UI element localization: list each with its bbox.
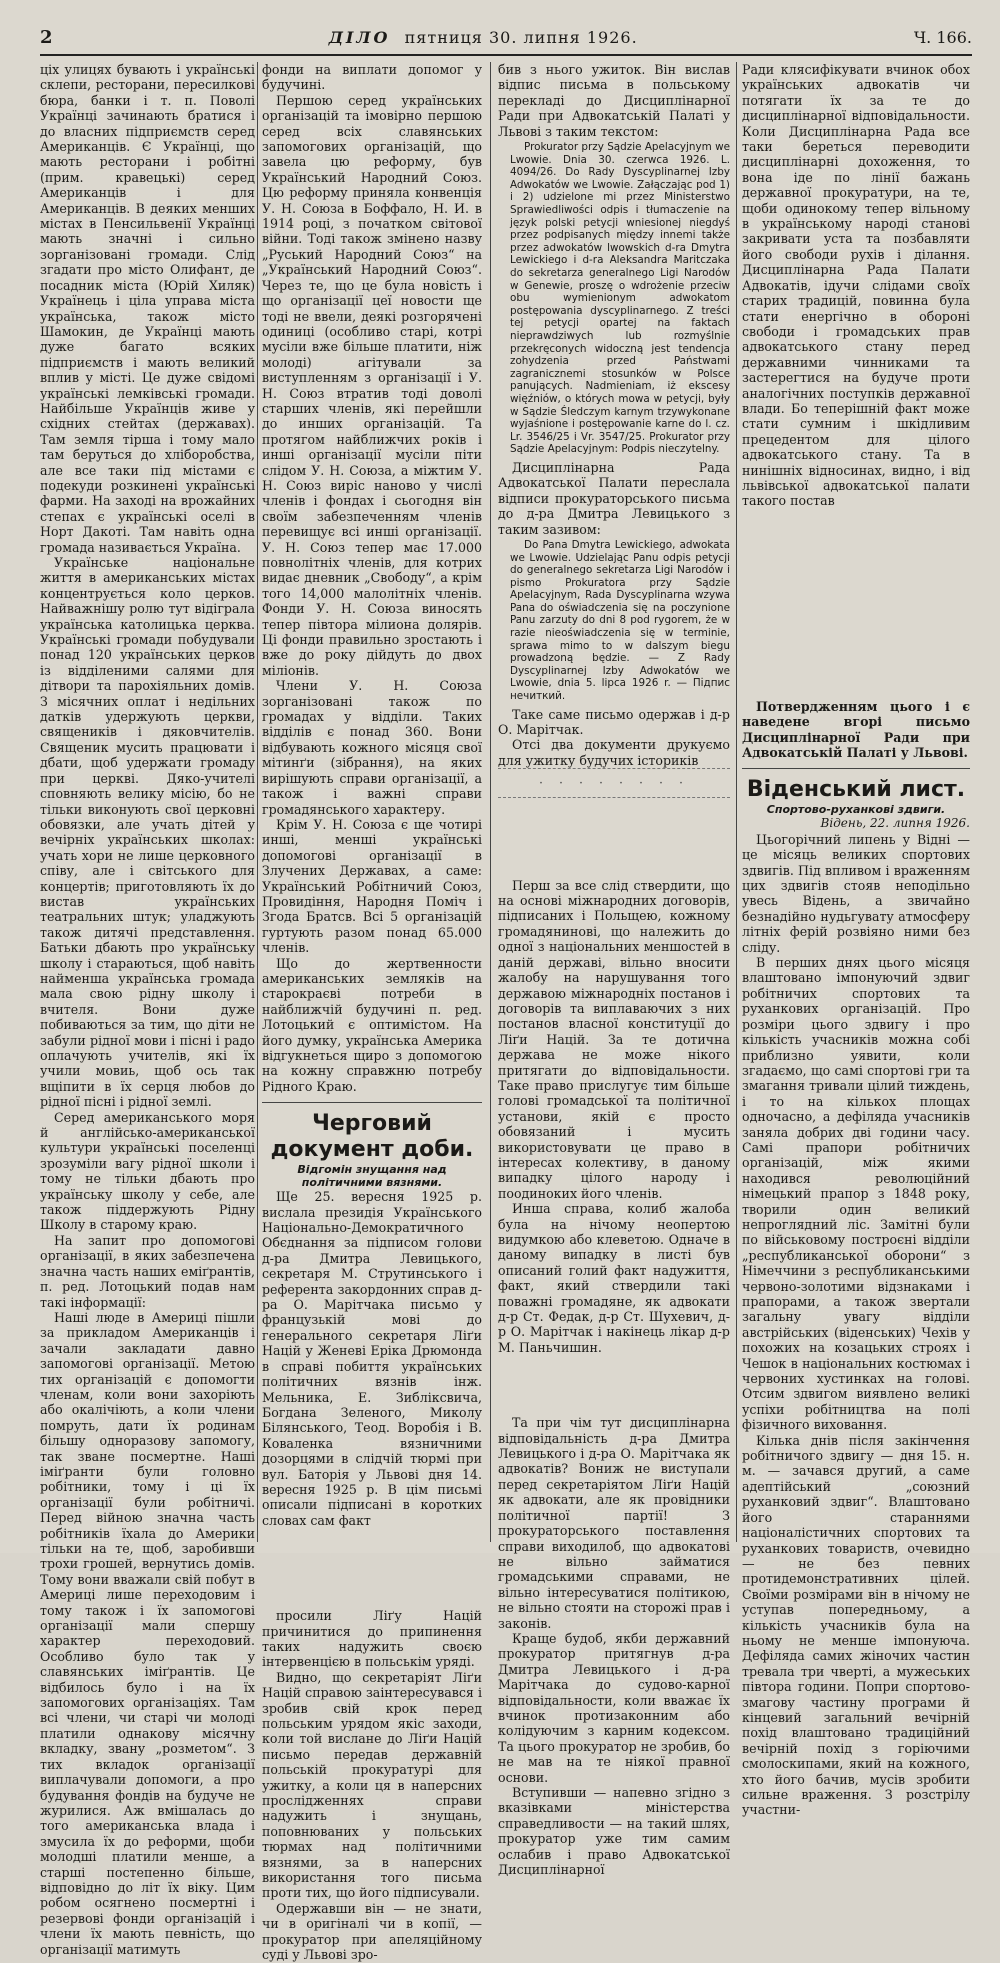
paragraph: Краще будоб, якби державний прокуратор притягнув д-ра Дмитра Левицького і д-ра Марітчака до судово-карної відповідальности, коли вважає їх вчинок протизаконним або колідуючим з карним кодексом. Та цього прокуратор не зробив, бо не мав на те ніякої правної основи. bbox=[498, 1630, 730, 1785]
quoted-document: Do Pana Dmytra Lewickiego, adwokata we Lwowie. Udzielając Panu odpis petycji do generalnego sekretarza Ligi Narodów i pismo Prokuratora przy Sądzie Apelacyjnym, Rada Dyscyplinarna wzywa Pana do oświadczenia się na poczynione Panu zarzuty do dni 8 pod rygorem, że w razie nieoświadczenia się w terminie, sprawa mimo to w dalszym biegu prowadzoną będzie. — Z Rady Dyscyplinarnej Izby Adwokatów we Lwowie, dnia 5. lipca 1926 r. — Підпис нечиткий. bbox=[510, 538, 730, 703]
paragraph: Ради кляcифікувати вчинок обох українських адвокатів чи потягати їх за те до дисциплінарної відповідальности. Коли Дисциплінарна Рада все таки береться переводити дисциплінарні дохоження, то вона іде по лінії бажань державної прокуратури, на те, щоби одинокому тепер вільному в українському народі станові закривати уста та позбавляти його свободи рухів і ділання. Дисциплінарна Рада Палати Адвокатів, ідучи слідами своїх старих традицій, повинна була стати енергічно в обороні свободи і громадських прав адвокатського стану перед державними чинниками та застерегтися на будуче проти аналогічних поступків державної влади. Бо теперішній факт може стати сумним і шкідливим прецедентом для цілого адвокатського стану. Та в нинішніх відносинах, видно, і від львівської адвокатської палати такого постав bbox=[742, 62, 970, 509]
paragraph: Инша справа, колиб жалоба була на нічому неопертою видумкою або клеветою. Одначе в даному випадку в листі був описаний голий факт надужиття, факт, який ствердили такі поважні громадяне, як адвокати д-р Ст. Федак, д-р Ст. Шухевич, д-р О. Марітчак і накінець лікар д-р М. Паньчишин. bbox=[498, 1201, 730, 1355]
column-rule bbox=[736, 62, 737, 1542]
issue-number: Ч. 166. bbox=[913, 27, 972, 47]
divider bbox=[262, 1102, 482, 1103]
paragraph: Таке саме письмо одержав і д-р О. Марітчак. bbox=[498, 706, 730, 738]
dateline: Відень, 22. липня 1926. bbox=[820, 816, 970, 831]
censored-gap bbox=[498, 798, 730, 878]
paragraph: Першою серед українських організацій та імовірно першою серед всіх славянських запомогових організацій, що завела цю реформу, був Український Народний Союз. Цю реформу приняла конвенція У. Н. Союза в Боффало, Н. И. в 1914 році, з початком світової війни. Тоді також змінено назву „Руський Народний Союз“ на „Український Народний Союз“. Через те, що це була новість і що організації цеї новости ще тоді не ввели, деякі розгорячені одиниці (особливо старі, котрі мусіли вже більше платити, ніж молоді) агітували за виступленням з організації і У. Н. Союз втратив тоді доволі старших членів, які перейшли до инших організацій. Та протягом найближчих років і инші організації мусіли піти слідом У. Н. Союза, а міжтим У. Н. Союз виріс наново у числі членів і фондах і сьогодня він своїм забезпеченням членів перевищує всі инші організації. У. Н. Союз тепер має 17.000 повнолітніх членів, для котрих видає дневник „Свободу“, а крім того 14,000 малолітніх членів. Фонди У. Н. Союза виносять тепер півтора мілиона долярів. Ці фонди правильно зростають і вже до року дійдуть до двох міліонів. bbox=[262, 92, 482, 678]
issue-date: пятниця 30. липня 1926. bbox=[404, 27, 638, 47]
column-rule bbox=[490, 62, 491, 1542]
paragraph: Дисциплінарна Рада Адвокатської Палати переслала відписи прокураторського письма до д-ра Дмитра Левицького з таким зазивом: bbox=[498, 459, 730, 537]
paragraph: В перших днях цього місяця влаштовано імпонуючий здвиг робітничих спортових та руханкових організацій. Про розміри цього здвигу і про кількість учасників можна собі приблизно уявити, коли згадаємо, що самі спортові гри та змагання тривали цілий тиждень, і то на кількох площах одночасно, а дефіляда учасників заняла добрих дві години часу. Самі прапори робітничих організацій, між якими находився революційний німецький прапор з 1848 року, творили один великий непроглядний ліс. Замітні були по військовому построєні відділи „республиканської оборони“ з Німеччини з республиканськими червоно-золотими відзнаками і прапорами, а також звертали загальну увагу відділи австрійських (віденських) Чехів у похожих на козацьких строях і Чешок в національних костюмах і червоних хустинках на голові. Отсим здвигом виявлено великі успіхи робітництва на полі фізичного виховання. bbox=[742, 955, 970, 1433]
paragraph: Перш за все слід ствердити, що на основі міжнародних договорів, підписаних і Польщею, кожному громадянинові, що належить до одної з національних меншостей в даній державі, вільно вносити жалобу на нарушування того державою міжнародніх постанов і договорів та виплаваючих з них постанов власної конституції до Ліґи Націй. За те дотична держава не може нікого притягати до відповідальности. Таке право прислугує тим більше голові громадської та політичної установи, якій є просто обовязаний і мусить використовувати це право в інтересах колективу, в даному випадку цілого народу і поодиноких його членів. bbox=[498, 877, 730, 1201]
paragraph: Потвердженням цього і є наведене вгорі письмо Дисциплінарної Ради при Адвокатській Палаті у Львові. bbox=[742, 698, 970, 760]
column-3 bbox=[498, 62, 730, 1878]
paragraph: На запит про допомогові організації, в яких забезпечена значна часть наших еміґрантів, п. ред. Лотоцький подав нам такі інформації: bbox=[40, 1232, 255, 1310]
paragraph: Ще 25. вересня 1925 р. вислала президія Українського Національно-Демократичного Обєднання за підписом голови д-ра Дмитра Левицького, секретаря М. Струтинського і референта закордонних справ д-ра О. Марітчака письмо у французькій мові до генерального секретаря Ліґи Націй у Женеві Еріка Дрюмонда в справі побиття українських політичних вязнів інж. Мельника, Е. Зибліксвича, Богдана Зеленого, Миколу Білянського, Теод. Воробія і В. Коваленка вязничними дозорцями в слідчій тюрмі при вул. Баторія у Львові дня 14. вересня 1925 р. В цім письмі описали підписані в коротких словах сам факт bbox=[262, 1189, 482, 1528]
article-subhead: Відгомін знущання над політичними вязнями. bbox=[297, 1163, 447, 1190]
paragraph: Наші люде в Америці пішли за прикладом Американців і зачали закладати давно запомогові організації. Метою тих організацій є допомогти членам, коли вони захоріють або окалічіють, а коли члени помруть, дати їх родинам більшу одноразову запомогу, так зване посмертне. Наші іміґранти були головно робітники, тому і ці їх організації були робітничі. Перед війною значна часть робітників їхала до Америки тільки на те, щоб, заробивши трохи грошей, вернутись домів. Тому вони вважали свій побут в Америці лише переходовим і тому також і їх запомогові організації мали спершу характер переходовий. Особливо було так у славянських іміґрантів. Це відбилось було і на їх запомогових організаціях. Там всі члени, чи старі чи молоді платили однакову місячну вкладку, звану „розметом“. З тих вкладок організації виплачували допомоги, а про будування фондів на будуче не журилися. Аж вмішалась до того американська влада і змусила їх до реформи, щоби молодші платили менше, а старші постепенно більше, відповідно до літ їх віку. Цим робом осягнено посмертні і резервові фонди організацій і члени їх мають певність, що організації матимуть bbox=[40, 1309, 255, 1957]
paragraph: бив з нього ужиток. Він вислав відпис письма в польському перекладі до Дисциплінарної Ради при Адвокатській Палаті у Львові з таким текстом: bbox=[498, 62, 730, 139]
article-headline: Черговий документ доби. bbox=[270, 1111, 474, 1163]
censored-gap bbox=[498, 1355, 730, 1415]
paragraph: Члени У. Н. Союза зорганізовані також по громадах у відділи. Таких відділів є понад 360. Вони відбувають кожного місяця свої мітинґи (зібрання), на яких вирішують справи організації, а також і важні справи громадянського характеру. bbox=[262, 678, 482, 817]
paragraph: Отсі два документи друкуємо для ужитку будучих істориків bbox=[498, 737, 730, 768]
column-4 bbox=[742, 62, 970, 1818]
article-headline: Віденський лист. bbox=[746, 777, 966, 803]
column-1 bbox=[40, 62, 255, 1957]
masthead-title bbox=[329, 28, 638, 47]
censored-block: · · · · · · · · bbox=[498, 768, 730, 797]
column-rule bbox=[257, 62, 258, 1542]
paragraph: Видно, що секретаріят Ліґи Націй справою заінтересувався і зробив свій крок перед польським урядом якіс заходи, коли той вислане до Ліґи Націй письмо передав державній польській прокуратурі для ужитку, а коли ця в наперсних прослідженнях справи надужить і знущань, поповнюваних у польських тюрмах над політичними вязнями, за в наперсних використання того письма проти тих, що його підписували. bbox=[262, 1669, 482, 1901]
masthead bbox=[40, 20, 972, 56]
paragraph: Кілька днів після закінчення робітничого здвигу — дня 15. н. м. — зачався другий, а саме адептійський „союзний руханковий здвиг“. Влаштовано його стараннями націоналістичних спортових та руханкових товариств, очевидно — не без певних протидемонстративних цілей. Своїми розмірами він в нічому не уступав попередньому, а кількість учасників була на ньому не менше імпонуюча. Дефіляда самих жіночих частин тревала три чверті, а мужеських півтора години. Попри спортово-змагову частину програми й кінцевий загальний вечірній похід влаштовано традиційний вечірній похід з горіючими смолоскипами, який на кожного, хто його бачив, мусів зробити сильне враження. З розстрілу участни- bbox=[742, 1432, 970, 1818]
paragraph: Українське національне життя в американських містах концентрується коло церков. Найважнішу ролю тут відіграла українська католицька церква. Українські громади побудували понад 120 українських церков із відділеними салями для дітвори та парохіяльних домів. З місячних оплат і недільних датків удержують церкви, священиків і дяковчителів. Священик мусить працювати і дбати, щоб удержати громаду при церкві. Дяко-учителі сповняють велику місію, бо не тільки виконують свої церковні обовязки, але учать дітей у вечірніх українських школах: учать хори не лише церковного співу, але і світського для концертів; приготовляють їх до вистав українських театральних штук; уладжують також дитячі представлення. Батьки дбають про українську школу і стараються, щоб навіть найменша українська громада мала свою рідну школу і вчителя. Вони дуже побиваються за тим, що діти не забули рідної мови і пісні і радо оплачують учителів, які їх учили мовиь, щоб ось так вщіпити в їх серця любов до рідної пісні і рідної землі. bbox=[40, 555, 255, 1110]
article-subhead: Спортово-руханкові здвиги. bbox=[766, 803, 946, 817]
paragraph: Та при чім тут дисциплінарна відповідальність д-ра Дмитра Левицького і д-ра О. Марітчака як адвокатів? Вониж не виступали перед секретаріятом Ліґи Націй як адвокати, але як провідники політичної партії! З прокураторського поставлення справи виходилоб, що адвокатові не вільно займатися громадськими справами, не вільно інтересуватися політикою, не вільно стояти на сторожі прав і законів. bbox=[498, 1415, 730, 1631]
paragraph: Одержавши він — не знати, чи в оригіналі чи в копії, — прокуратор при апеляційному суді у Львові зро- bbox=[262, 1900, 482, 1963]
page-number: 2 bbox=[40, 26, 53, 48]
column-2 bbox=[262, 62, 482, 1963]
paragraph: просили Ліґу Націй причинитися до припинення таких надужить своєю інтервенцією в польськім уряді. bbox=[262, 1608, 482, 1670]
paper-name: ДІЛО bbox=[328, 27, 391, 47]
paragraph: фонди на виплати допомог у будучині. bbox=[262, 62, 482, 93]
censored-gap bbox=[262, 1528, 482, 1608]
censored-gap bbox=[742, 509, 970, 699]
quoted-document: Prokurator przy Sądzie Apelacyjnym we Lwowie. Dnia 30. czerwca 1926. L. 4094/26. Do Rady Dyscyplinarnej Izby Adwokatów we Lwowie. Załączając pod 1) i 2) udzielone mi przez Ministerstwo Sprawiedliwości odpis i tłumaczenie na język polski petycji wniesionej niegdyś przez podpisanych między innemi także przez adwokatów lwowskich d-ra Dmytra Lewickiego i d-ra Aleksandra Maritczaka do sekretarza generalnego Ligi Narodów w Genewie, proszę o wdrożenie przeciw obu wymienionym adwokatom postępowania dyscyplinarnego. Z treści tej petycji opartej na faktach nieprawdziwych lub rozmyślnie przekręconych widoczną jest tendencja zohydzenia przed Państwami zagranicznemi stosunków w Polsce panujących. Nadmieniam, iż ekscesy więźniów, o których mowa w petycji, były w Sądzie Śledczym karnym trzywykonane wyjaśnione i postępowanie karne do l. cz. Lr. 3546/25 i Vr. 3547/25. Prokurator przy Sądzie Apelacyjnym: Podpis nieczytelny. bbox=[510, 141, 730, 456]
paragraph: Крім У. Н. Союза є ще чотирі инші, менші українські допомогові організації в Злучених Державах, а саме: Український Робітничий Союз, Провидіння, Народня Поміч і Згода Братсв. Всі 5 організацій гуртують разом понад 65.000 членів. bbox=[262, 816, 482, 956]
paragraph: Що до жертвенности американських земляків на старокраєві потреби в найближчій будучині п. ред. Лотоцький є оптимістом. На його думку, українська Америка відгукнеться щиро з допомогою на кожну справжню потребу Рідного Краю. bbox=[262, 955, 482, 1094]
paragraph: Цьогорічний липень у Відні — це місяць великих спортових здвигів. Під впливом і враженням цих здвигів стояв неподільно увесь Відень, а звичайно безнадійно нудьгувату атмосферу літніх ферій розвіяно ними без сліду. bbox=[742, 831, 970, 955]
paragraph: Вступивши — напевно згідно з вказівками міністерства справедливости — на такий шлях, прокуратор уже тим самим ослабив і право Адвокатської Дисциплінарної bbox=[498, 1785, 730, 1878]
divider bbox=[742, 768, 970, 769]
paragraph: ціх улицях бувають і українські склепи, ресторани, пересилкові бюра, банки і т. п. Поволі Українці зачинають братися і до власних підприємств серед Американців. Є Українці, що мають ресторани і робітні (прим. кравецькі) серед Американців і для Американців. В деяких менших містах в Пенсильвенії Українці мають значні і сильно зорганізовані громади. Слід згадати про місто Олифант, де посадник міста (Юрій Хиляк) Українець і ціла управа міста українська, також місто Шамокин, де Українці мають дуже багато всяких підприємств і мають великий вплив у місті. Це дуже свідомі українські лемківські громади. Найбільше Українців живе у східних стейтах (державах). Там земля тірша і тому мало там беруться до хліборобства, але все таки під містами є подекуди розкинені українські фарми. На заході на врожайних степах є українські оселі в Норт Дакоті. Там навіть одна громада називається Україна. bbox=[40, 62, 255, 555]
paragraph: Серед американського моря й англійсько-американської культури українські поселенці зрозуміли вагу рідної школи і тому не тільки дбають про українську школу у себе, але також піддержують Рідну Школу в старому краю. bbox=[40, 1109, 255, 1233]
